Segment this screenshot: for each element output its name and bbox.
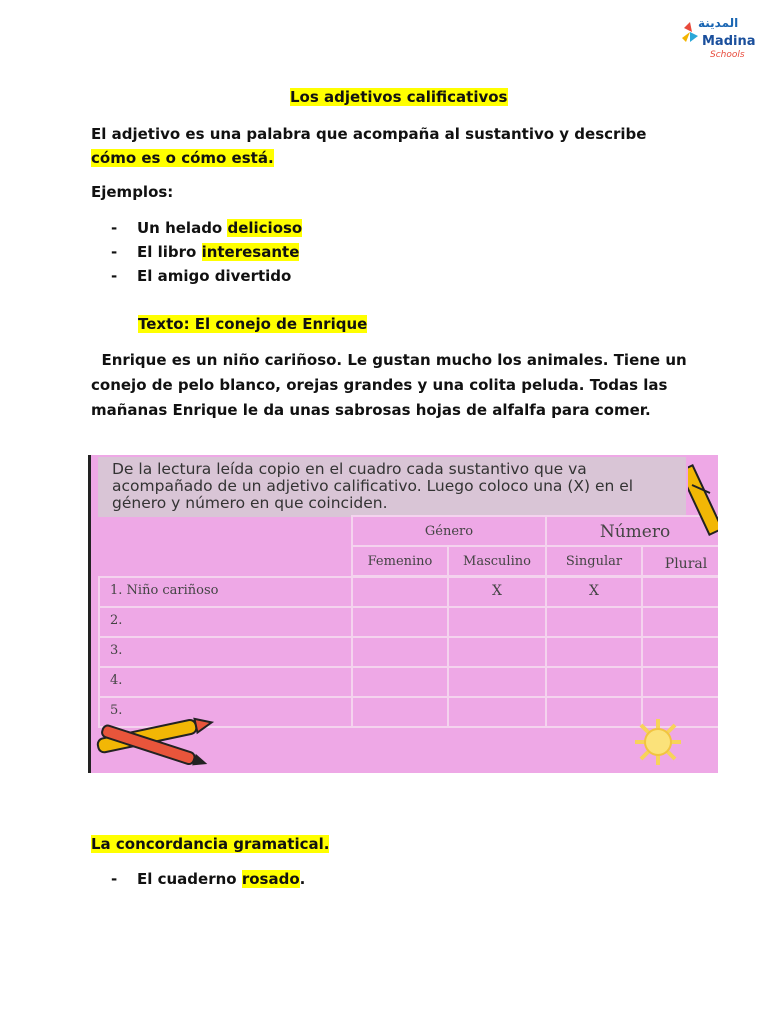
col-plural: Plural — [641, 545, 718, 577]
header-numero: Número — [545, 515, 718, 547]
story-paragraph — [91, 348, 691, 423]
table-cell: X — [447, 576, 547, 608]
madina-schools-logo — [680, 14, 760, 76]
examples-label: Ejemplos: — [91, 183, 174, 201]
table-cell: X — [545, 576, 643, 608]
agreement-title: La concordancia gramatical. — [91, 835, 330, 853]
example-highlight: interesante — [201, 243, 300, 261]
example-text: El amigo divertido — [137, 267, 292, 285]
example-text: El cuaderno — [137, 870, 242, 888]
table-cell — [641, 666, 718, 698]
table-cell — [351, 576, 449, 608]
table-cell — [641, 636, 718, 668]
worksheet-instructions: De la lectura leída copio en el cuadro cada sustantivo que va acompañado de un adjetivo calificativo. Luego coloco una (X) en el género y número en que coinciden. — [98, 457, 686, 517]
table-cell — [351, 636, 449, 668]
example-after: . — [299, 870, 306, 888]
table-cell — [545, 696, 643, 728]
table-cell — [351, 696, 449, 728]
table-cell — [641, 606, 718, 638]
col-femenino: Femenino — [351, 545, 449, 577]
table-row-label: 4. — [98, 666, 353, 698]
table-row-label: 2. — [98, 606, 353, 638]
intro-text: El adjetivo es una palabra que acompaña al sustantivo y describe — [91, 125, 647, 143]
logo-mark-icon — [680, 20, 700, 46]
table-cell — [545, 606, 643, 638]
story-text: Enrique es un niño cariñoso. Le gustan mucho los animales. Tiene un conejo de pelo blanco, orejas grandes y una colita peluda. Todas las mañanas Enrique le da unas sabrosas hojas de alfalfa para comer. — [91, 351, 687, 419]
table-cell — [351, 606, 449, 638]
page-title: Los adjetivos calificativos — [290, 88, 508, 106]
intro-paragraph — [91, 122, 681, 170]
pencil-clipart-icon — [688, 455, 718, 545]
logo-name: Madina — [702, 34, 756, 49]
table-cell — [447, 666, 547, 698]
table-cell — [447, 696, 547, 728]
list-dash: - — [111, 243, 118, 261]
table-cell — [351, 666, 449, 698]
example-item — [111, 243, 299, 261]
table-row-label: 3. — [98, 636, 353, 668]
example-text: El libro — [137, 243, 202, 261]
agreement-example — [111, 870, 305, 888]
example-text: Un helado — [137, 219, 228, 237]
col-singular: Singular — [545, 545, 643, 577]
intro-highlight: cómo es o cómo está. — [91, 149, 274, 167]
table-cell — [641, 576, 718, 608]
worksheet-image — [88, 455, 718, 773]
example-highlight: rosado — [241, 870, 300, 888]
example-item — [111, 219, 302, 237]
list-dash: - — [111, 267, 118, 285]
table-cell — [545, 666, 643, 698]
logo-arabic-text: المدينة — [698, 16, 739, 30]
col-masculino: Masculino — [447, 545, 547, 577]
table-row-label: 1. Niño cariñoso — [98, 576, 353, 608]
logo-sub: Schools — [710, 50, 745, 60]
crayons-clipart-icon — [88, 710, 218, 770]
text-title: Texto: El conejo de Enrique — [138, 315, 368, 333]
table-row-label: 5. — [98, 696, 353, 728]
table-cell — [447, 636, 547, 668]
example-highlight: delicioso — [227, 219, 303, 237]
list-dash: - — [111, 219, 118, 237]
table-cell — [447, 606, 547, 638]
sun-clipart-icon — [633, 717, 683, 767]
example-item — [111, 267, 291, 285]
table-cell — [545, 636, 643, 668]
list-dash: - — [111, 870, 118, 888]
header-genero: Género — [351, 515, 547, 547]
